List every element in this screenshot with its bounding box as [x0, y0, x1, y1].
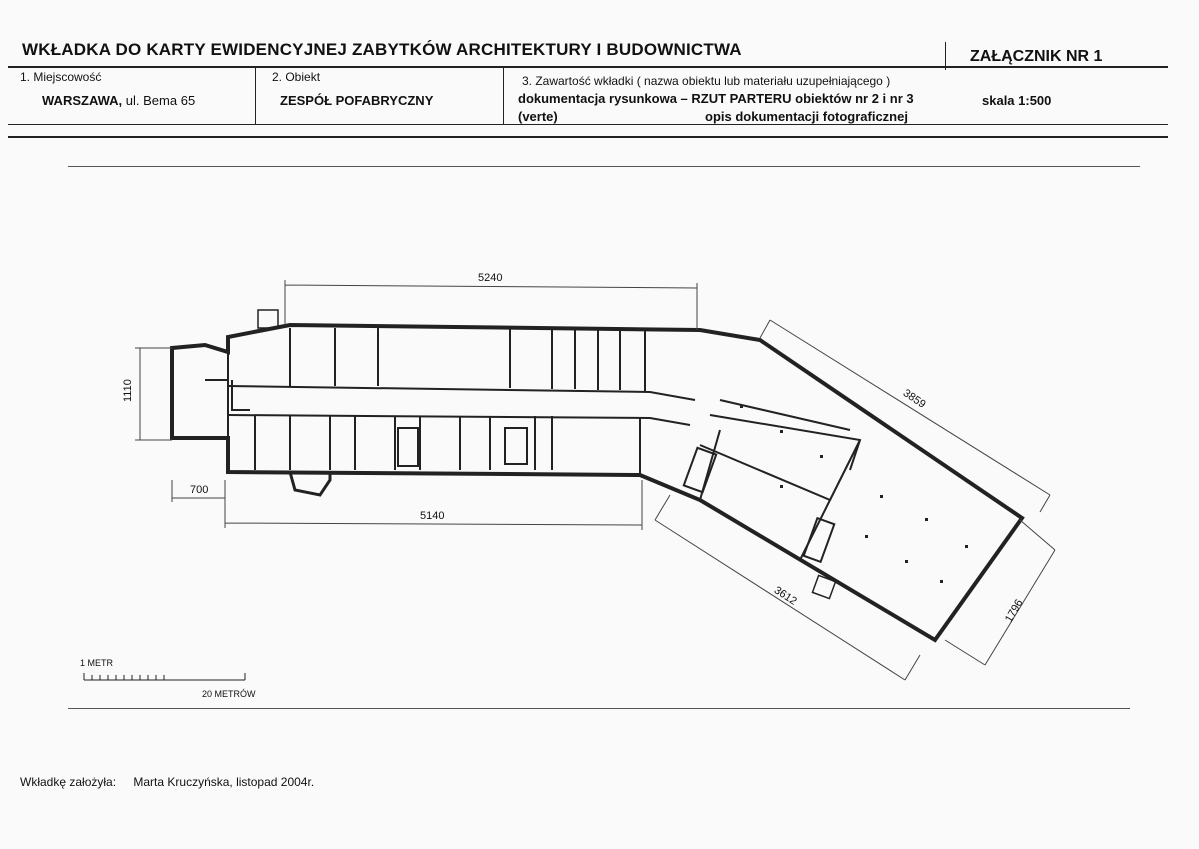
contents-label: 3. Zawartość wkładki ( nazwa obiektu lub materiału uzupełniającego ): [522, 74, 891, 88]
location-city: WARSZAWA,: [42, 93, 123, 108]
annex-label: ZAŁĄCZNIK NR 1: [970, 48, 1103, 65]
object-value: ZESPÓŁ POFABRYCZNY: [280, 93, 434, 108]
contents-verte: (verte): [518, 109, 558, 124]
dim-bottom-label: 5140: [420, 510, 445, 522]
dim-diag-bottom-label: 3612: [771, 584, 799, 608]
footer-author: Marta Kruczyńska, listopad 2004r.: [133, 775, 315, 789]
dim-top-label: 5240: [478, 272, 503, 284]
dim-right-label: 1796: [1002, 597, 1026, 625]
location-label: 1. Miejscowość: [20, 70, 102, 84]
contents-line-2: opis dokumentacji fotograficznej: [705, 109, 908, 124]
footer-label: Wkładkę założyła:: [20, 775, 117, 789]
location-street: ul. Bema 65: [125, 93, 196, 108]
document-title: WKŁADKA DO KARTY EWIDENCYJNEJ ZABYTKÓW ARCHITEKTURY I BUDOWNICTWA: [22, 40, 742, 59]
dim-left-height-label: 1110: [122, 379, 134, 402]
dim-diag-top-label: 3859: [900, 387, 928, 411]
object-label: 2. Obiekt: [272, 70, 321, 84]
scale-bar: [84, 673, 245, 680]
contents-line-1: dokumentacja rysunkowa – RZUT PARTERU obiektów nr 2 i nr 3: [518, 91, 914, 106]
scale-large-label: 20 METRÓW: [202, 689, 256, 699]
footer: [20, 775, 314, 789]
dim-left-width-label: 700: [190, 484, 209, 496]
scale-small-label: 1 METR: [80, 658, 114, 668]
scale-value: skala 1:500: [982, 93, 1052, 108]
